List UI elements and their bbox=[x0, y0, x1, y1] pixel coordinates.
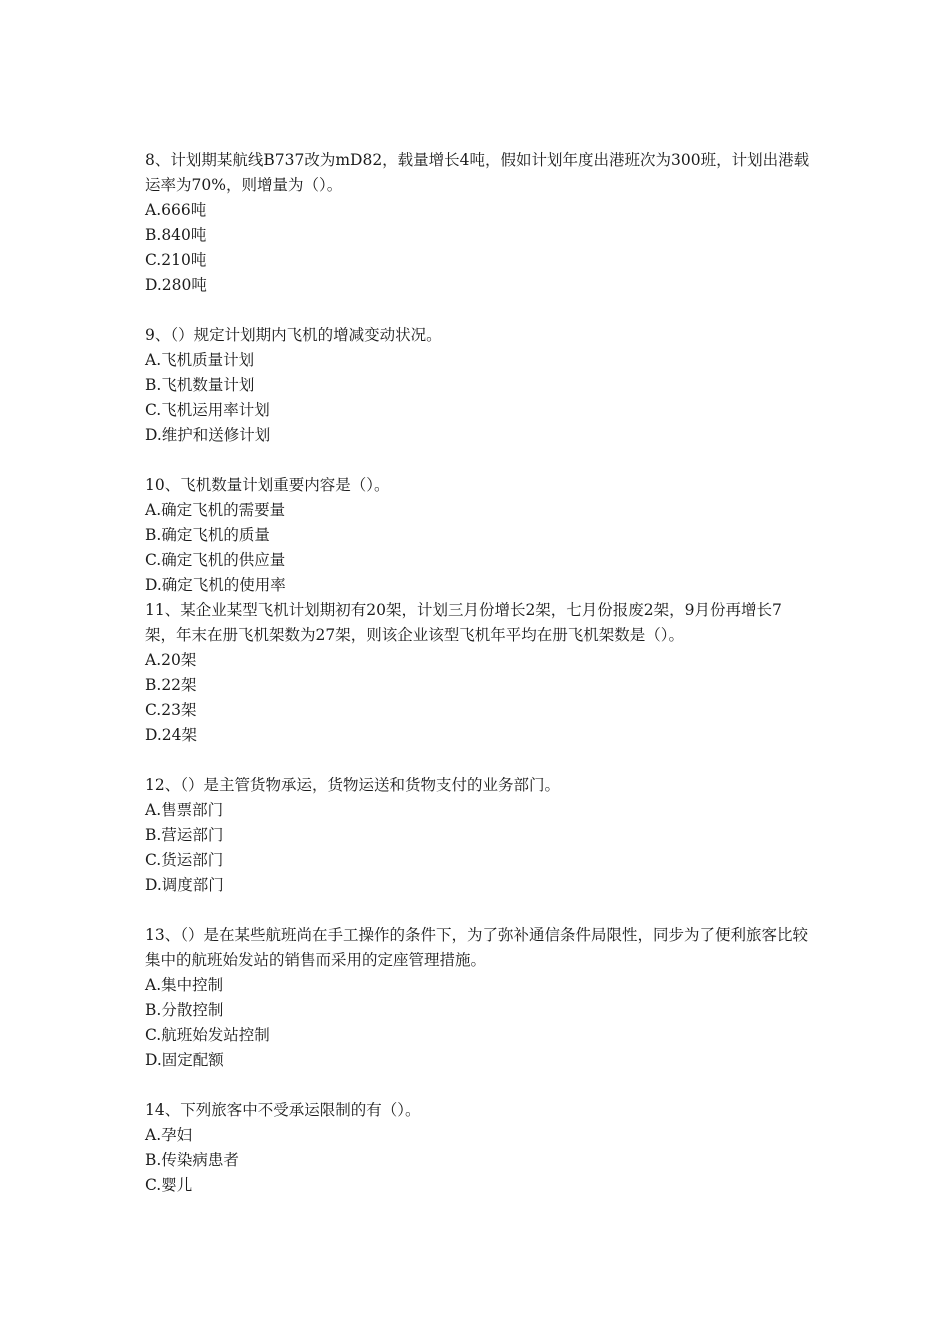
option-a: A.售票部门 bbox=[145, 801, 224, 819]
option-d: D.调度部门 bbox=[145, 876, 224, 894]
option-a: A.集中控制 bbox=[145, 976, 224, 994]
option-b: B.确定飞机的质量 bbox=[145, 526, 270, 544]
option-a: A.飞机质量计划 bbox=[145, 351, 255, 369]
question-stem: 13、（）是在某些航班尚在手工操作的条件下，为了弥补通信条件局限性，同步为了便利旅客比较集中的航班始发站的销售而采用的定座管理措施。 bbox=[145, 926, 808, 969]
option-c: C.婴儿 bbox=[145, 1176, 193, 1194]
question-stem: 11、某企业某型飞机计划期初有20架，计划三月份增长2架，七月份报废2架，9月份再增长7架，年末在册飞机架数为27架，则该企业该型飞机年平均在册飞机架数是（）。 bbox=[145, 601, 782, 644]
option-c: C.210吨 bbox=[145, 251, 207, 269]
question-stem: 12、（）是主管货物承运，货物运送和货物支付的业务部门。 bbox=[145, 776, 560, 794]
option-a: A.20架 bbox=[145, 651, 197, 669]
option-b: B.营运部门 bbox=[145, 826, 224, 844]
option-b: B.飞机数量计划 bbox=[145, 376, 255, 394]
option-c: C.飞机运用率计划 bbox=[145, 401, 270, 419]
question-8 bbox=[145, 148, 810, 298]
question-11 bbox=[145, 598, 810, 748]
option-a: A.确定飞机的需要量 bbox=[145, 501, 286, 519]
option-a: A.孕妇 bbox=[145, 1126, 193, 1144]
question-10 bbox=[145, 473, 810, 598]
question-stem: 14、下列旅客中不受承运限制的有（）。 bbox=[145, 1101, 421, 1119]
question-13 bbox=[145, 923, 810, 1073]
question-list bbox=[145, 148, 810, 1198]
option-d: D.24架 bbox=[145, 726, 198, 744]
option-b: B.传染病患者 bbox=[145, 1151, 239, 1169]
option-c: C.航班始发站控制 bbox=[145, 1026, 270, 1044]
question-stem: 8、计划期某航线B737改为mD82，载量增长4吨，假如计划年度出港班次为300班，计划出港载运率为70%，则增量为（）。 bbox=[145, 151, 810, 194]
option-d: D.280吨 bbox=[145, 276, 207, 294]
question-14 bbox=[145, 1098, 810, 1198]
option-c: C.确定飞机的供应量 bbox=[145, 551, 286, 569]
option-b: B.22架 bbox=[145, 676, 197, 694]
option-d: D.确定飞机的使用率 bbox=[145, 576, 286, 594]
option-c: C.货运部门 bbox=[145, 851, 224, 869]
question-stem: 9、（）规定计划期内飞机的增减变动状况。 bbox=[145, 326, 442, 344]
option-a: A.666吨 bbox=[145, 201, 207, 219]
question-12 bbox=[145, 773, 810, 898]
option-b: B.840吨 bbox=[145, 226, 207, 244]
question-stem: 10、飞机数量计划重要内容是（）。 bbox=[145, 476, 390, 494]
option-d: D.维护和送修计划 bbox=[145, 426, 271, 444]
option-c: C.23架 bbox=[145, 701, 197, 719]
option-b: B.分散控制 bbox=[145, 1001, 224, 1019]
option-d: D.固定配额 bbox=[145, 1051, 224, 1069]
question-9 bbox=[145, 323, 810, 448]
